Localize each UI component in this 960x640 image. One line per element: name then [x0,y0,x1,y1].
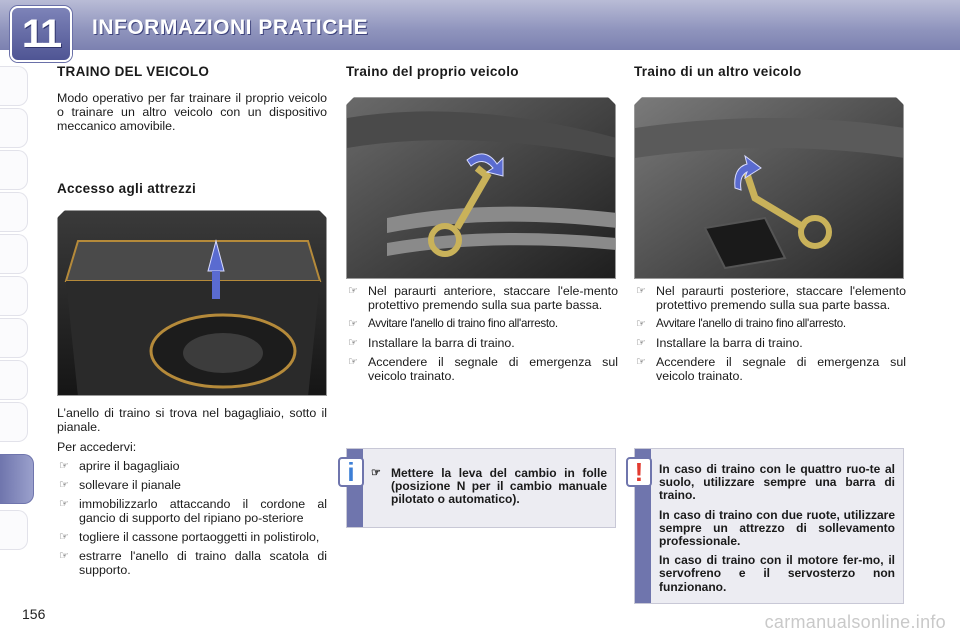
hand-pointer-icon: ☞ [59,460,69,472]
hand-pointer-icon: ☞ [348,285,358,297]
hand-pointer-icon: ☞ [348,337,358,349]
chapter-tab[interactable] [0,318,28,358]
chapter-tab[interactable] [0,192,28,232]
warning-icon: ! [626,457,652,487]
subtitle-other-vehicle: Traino di un altro veicolo [634,64,802,79]
rear-bumper-illustration [635,98,904,279]
warning-paragraph: In caso di traino con le quattro ruo-te al suolo, utilizzare sempre una barra di traino. [659,462,895,503]
list-item: ☞ Accendere il segnale di emergenza sul veicolo trainato. [348,355,618,383]
info-note-text: ☞ Mettere la leva del cambio in folle (posizione N per il cambio manuale pilotato o automatico). [371,466,607,507]
warning-paragraph: In caso di traino con due ruote, utilizzare sempre un attrezzo di sollevamento professionale. [659,507,895,549]
ring-location-text: L’anello di traino si trova nel bagagliaio, sotto il pianale. [57,406,327,434]
watermark: carmanualsonline.info [764,612,946,632]
chapter-tab[interactable] [0,510,28,550]
chapter-tab[interactable] [0,360,28,400]
hand-pointer-icon: ☞ [636,285,646,297]
list-item: ☞ Installare la barra di traino. [636,336,803,350]
info-icon: i [338,457,364,487]
right-column [634,58,906,383]
list-item: ☞ Installare la barra di traino. [348,336,515,350]
subtitle-own-vehicle: Traino del proprio veicolo [346,64,519,79]
hand-pointer-icon: ☞ [371,467,381,479]
chapter-tab[interactable] [0,276,28,316]
rear-bumper-photo [634,97,904,279]
page-number: 156 [22,606,46,622]
chapter-tabs [0,60,34,580]
hand-pointer-icon: ☞ [59,498,69,510]
list-item: ☞ togliere il cassone portaoggetti in polistirolo, [59,530,320,544]
hand-pointer-icon: ☞ [348,318,358,330]
front-bumper-photo [346,97,616,279]
info-note-box [346,448,616,528]
list-item: ☞ Avvitare l'anello di traino fino all'arresto. [348,317,558,330]
list-item: ☞ sollevare il pianale [59,478,181,492]
chapter-number: 11 [21,12,61,56]
subtitle-tool-access: Accesso agli attrezzi [57,181,197,196]
section-title-towing: TRAINO DEL VEICOLO [57,64,210,79]
chapter-tab[interactable] [0,150,28,190]
hand-pointer-icon: ☞ [636,318,646,330]
other-vehicle-steps [634,284,906,383]
list-item: ☞ aprire il bagagliaio [59,459,180,473]
chapter-tab[interactable] [0,402,28,442]
intro-text: Modo operativo per far trainare il proprio veicolo o trainare un altro veicolo con un dispositivo meccanico amovibile. [57,91,327,133]
hand-pointer-icon: ☞ [636,337,646,349]
own-vehicle-steps [346,284,618,383]
access-label: Per accedervi: [57,440,137,454]
access-steps-list [57,459,327,577]
chapter-tab-active[interactable] [0,454,34,504]
hand-pointer-icon: ☞ [636,356,646,368]
list-item: ☞ Nel paraurti anteriore, staccare l'ele-mento protettivo premendo sulla sua parte bassa. [348,284,618,312]
left-column [57,58,327,577]
hand-pointer-icon: ☞ [59,531,69,543]
chapter-tab[interactable] [0,108,28,148]
page-title: INFORMAZIONI PRATICHE [92,16,369,39]
chapter-tab[interactable] [0,66,28,106]
list-item: ☞ Nel paraurti posteriore, staccare l'elemento protettivo premendo sulla sua parte bassa. [636,284,906,312]
list-item: ☞ estrarre l'anello di traino dalla scatola di supporto. [59,549,327,577]
trunk-photo [57,210,327,396]
list-item: ☞ immobilizzarlo attaccando il cordone al gancio di supporto del ripiano po-steriore [59,497,327,525]
middle-column [346,58,618,383]
front-bumper-illustration [347,98,616,279]
chapter-badge [10,6,72,62]
list-item: ☞ Avvitare l'anello di traino fino all'arresto. [636,317,846,330]
hand-pointer-icon: ☞ [59,550,69,562]
hand-pointer-icon: ☞ [59,479,69,491]
hand-pointer-icon: ☞ [348,356,358,368]
list-item: ☞ Accendere il segnale di emergenza sul veicolo trainato. [636,355,906,383]
warning-paragraph: In caso di traino con il motore fer-mo, il servofreno e il servosterzo non funzionano. [659,553,895,594]
warning-note-box [634,448,904,604]
trunk-illustration [58,211,327,396]
warning-note-text [659,463,895,600]
chapter-tab[interactable] [0,234,28,274]
